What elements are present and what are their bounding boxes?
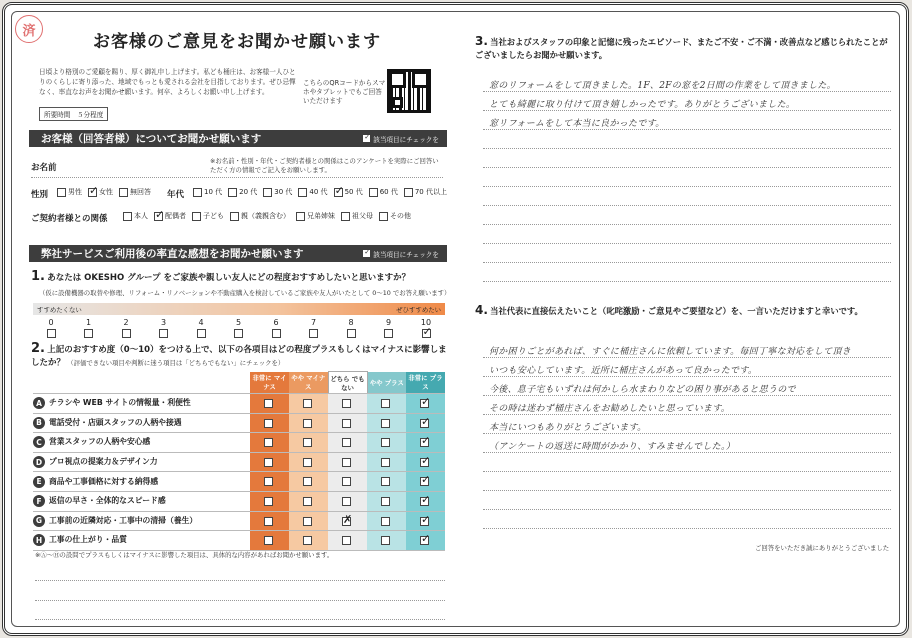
age-checkbox[interactable]	[228, 188, 237, 197]
impact-cell	[250, 531, 289, 551]
item-letter-badge: G	[33, 515, 45, 527]
q4-answer-line[interactable]	[483, 414, 891, 415]
q3-answer-line[interactable]	[483, 281, 891, 282]
relation-option[interactable]	[230, 211, 290, 221]
q4-heading	[475, 303, 895, 317]
q1-note: （仮に設備機器の取替や修理、リフォーム・リノベーションや不動産購入を検討しているご家族や友人がいたとして 0〜10 でお答え願います）	[39, 289, 451, 297]
scale-checkbox[interactable]	[309, 329, 318, 338]
relation-option-label: 兄弟姉妹	[307, 212, 335, 220]
relation-option-label: 祖父母	[352, 212, 373, 220]
gender-checkbox[interactable]	[57, 188, 66, 197]
scale-option[interactable]	[416, 318, 436, 338]
scale-option[interactable]	[229, 318, 249, 338]
item-letter-badge: A	[33, 397, 45, 409]
item-letter-badge: C	[33, 436, 45, 448]
impact-cell	[328, 433, 367, 453]
impact-checkbox[interactable]	[303, 458, 312, 467]
impact-checkbox[interactable]	[342, 497, 351, 506]
page-title: お客様のご意見をお聞かせ願います	[93, 32, 381, 52]
impact-row	[33, 433, 445, 453]
impact-cell	[289, 472, 328, 492]
item-letter-badge: E	[33, 476, 45, 488]
scale-option[interactable]	[341, 318, 361, 338]
impact-checkbox[interactable]	[342, 517, 351, 526]
relation-option-label: 配偶者	[165, 212, 186, 220]
age-checkbox[interactable]	[369, 188, 378, 197]
item-letter-badge: D	[33, 456, 45, 468]
age-checkbox[interactable]	[263, 188, 272, 197]
impact-cell	[367, 394, 406, 414]
item-label: 電話受付・店頭スタッフの人柄や接遇	[49, 417, 182, 427]
relation-options	[123, 211, 417, 221]
impact-checkbox[interactable]	[420, 497, 429, 506]
impact-cell	[406, 433, 445, 453]
impact-checkbox[interactable]	[381, 438, 390, 447]
relation-checkbox[interactable]	[230, 212, 239, 221]
q3-answer-line[interactable]	[483, 186, 891, 187]
q3-answer-line[interactable]	[483, 205, 891, 206]
relation-option-label: 子ども	[203, 212, 224, 220]
age-option-label: 60 代	[379, 188, 398, 196]
relation-checkbox[interactable]	[123, 212, 132, 221]
impact-cell	[367, 531, 406, 551]
q3-answer-line[interactable]	[483, 167, 891, 168]
impact-checkbox[interactable]	[381, 419, 390, 428]
q2-note: （評価できない項目や判断に迷う項目は「どちらでもない」にチェックを）	[67, 359, 285, 367]
gender-label: 性別	[31, 190, 49, 200]
q3-answer-line[interactable]	[483, 243, 891, 244]
impact-checkbox[interactable]	[264, 536, 273, 545]
scale-value-label: 1	[85, 318, 92, 327]
check-icon	[363, 250, 370, 257]
scale-option[interactable]	[304, 318, 324, 338]
impact-cell	[328, 472, 367, 492]
impact-checkbox[interactable]	[381, 536, 390, 545]
relation-option[interactable]	[192, 211, 224, 221]
impact-cell	[328, 413, 367, 433]
item-label: プロ視点の提案力＆デザイン力	[49, 457, 158, 467]
q1-heading	[31, 269, 410, 284]
check-note	[363, 134, 439, 144]
relation-checkbox[interactable]	[296, 212, 305, 221]
check-note-text: 該当項目にチェックを	[373, 135, 439, 144]
q3-handwritten-answer: とても綺麗に取り付けて頂き嬉しかったです。ありがとうございました。	[489, 100, 796, 110]
scale-value-label: 5	[235, 318, 242, 327]
relation-option-label: 親（義親含む）	[241, 212, 290, 220]
impact-checkbox[interactable]	[420, 399, 429, 408]
scale-value-label: 8	[348, 318, 354, 327]
impact-checkbox[interactable]	[420, 477, 429, 486]
impact-checkbox[interactable]	[342, 438, 351, 447]
customer-section-title: お客様（回答者様）についてお聞かせ願います	[41, 133, 262, 145]
impact-cell	[250, 394, 289, 414]
impact-row	[33, 491, 445, 511]
impact-checkbox[interactable]	[264, 477, 273, 486]
gender-option[interactable]	[119, 187, 151, 197]
qr-caption: こちらのQRコードからスマホやタブレットでもご回答いただけます	[303, 79, 386, 105]
impact-checkbox[interactable]	[420, 458, 429, 467]
q3-handwritten-answer: 窓のリフォームをして頂きました。1F、2Fの窓を2日間の作業をして頂きました。	[489, 81, 836, 91]
qr-code-icon[interactable]	[387, 69, 431, 113]
customer-section-header	[29, 130, 447, 147]
scale-checkbox[interactable]	[122, 329, 131, 338]
impact-row	[33, 472, 445, 492]
age-checkbox[interactable]	[298, 188, 307, 197]
q2-comment-line-1[interactable]	[35, 580, 445, 581]
q3-heading	[475, 35, 895, 62]
impact-checkbox[interactable]	[342, 458, 351, 467]
gender-option-label: 無回答	[130, 188, 151, 196]
scale-checkbox[interactable]	[159, 329, 168, 338]
impact-cell	[406, 531, 445, 551]
relation-label: ご契約者様との関係	[31, 214, 108, 224]
age-checkbox[interactable]	[334, 188, 343, 197]
scale-checkbox[interactable]	[347, 329, 356, 338]
col-somewhat-negative: やや マイナス	[289, 372, 328, 394]
impact-cell	[406, 394, 445, 414]
scale-high-label: ぜひすすめたい	[396, 306, 441, 314]
impact-checkbox[interactable]	[303, 399, 312, 408]
check-icon	[363, 135, 370, 142]
scale-checkbox[interactable]	[47, 329, 56, 338]
scale-option[interactable]	[266, 318, 286, 338]
impact-row-label	[33, 472, 250, 492]
received-stamp: 済	[15, 15, 43, 43]
age-option-label: 70 代以上	[414, 188, 447, 196]
impact-cell	[250, 491, 289, 511]
recommend-scale-bar	[33, 303, 445, 315]
q3-answer-line[interactable]	[483, 148, 891, 149]
age-option[interactable]	[369, 187, 398, 197]
age-option-label: 30 代	[274, 188, 293, 196]
service-section-header	[29, 245, 447, 262]
impact-checkbox[interactable]	[303, 419, 312, 428]
scale-checkbox[interactable]	[272, 329, 281, 338]
age-option[interactable]	[298, 187, 327, 197]
impact-cell	[289, 394, 328, 414]
impact-checkbox[interactable]	[342, 419, 351, 428]
q2-number: 2.	[31, 341, 45, 356]
gender-checkbox[interactable]	[88, 188, 97, 197]
impact-cell	[328, 394, 367, 414]
q3-number: 3.	[475, 34, 488, 48]
impact-checkbox[interactable]	[303, 536, 312, 545]
q1-text: あなたは OKESHO グループ をご家族や親しい友人にどの程度おすすめしたいと思いますか？	[47, 273, 411, 283]
scale-value-label: 7	[310, 318, 317, 327]
age-option[interactable]	[334, 187, 363, 197]
impact-checkbox[interactable]	[264, 517, 273, 526]
q4-text: 当社代表に直接伝えたいこと（叱咤激励・ご意見やご要望など）を、一言いただけますと幸いです。	[490, 306, 863, 316]
impact-cell	[406, 413, 445, 433]
impact-cell	[406, 511, 445, 531]
q2-footnote: ※Ⓐ〜Ⓗの設問でプラスもしくはマイナスに影響した項目は、具体的な内容があればお聞かせ願います。	[35, 551, 334, 559]
relation-option[interactable]	[379, 211, 411, 221]
item-label: 商品や工事価格に対する納得感	[49, 476, 159, 486]
scale-option[interactable]	[116, 318, 136, 338]
q4-number: 4.	[475, 303, 488, 317]
q2-comment-line-3[interactable]	[35, 619, 445, 620]
q3-handwritten-answer: 窓リフォームをして本当に良かったです。	[489, 119, 665, 129]
item-label: 工事前の近隣対応・工事中の清掃（養生）	[49, 515, 198, 525]
impact-cell	[367, 433, 406, 453]
q3-text: 当社およびスタッフの印象と記憶に残ったエピソード、またご不安・ご不満・改善点など感じられたことがございましたらお聞かせ願います。	[475, 37, 888, 60]
name-label: お名前	[31, 163, 57, 173]
impact-checkbox[interactable]	[342, 477, 351, 486]
impact-table	[33, 371, 445, 551]
scale-option[interactable]	[379, 318, 399, 338]
q4-answer-line[interactable]	[483, 452, 891, 453]
service-section-title: 弊社サービスご利用後の率直な感想をお聞かせ願います	[41, 248, 304, 260]
q2-text: 上記のおすすめ度（0〜10）をつける上で、以下の各項目はどの程度プラスもしくはマイナスに影響しましたか？	[31, 345, 447, 368]
impact-cell	[289, 511, 328, 531]
gender-option[interactable]	[88, 187, 113, 197]
impact-table-header-blank	[33, 372, 250, 394]
impact-cell	[406, 472, 445, 492]
q4-answer-line[interactable]	[483, 357, 891, 358]
survey-sheet	[2, 2, 909, 636]
impact-row-label	[33, 511, 250, 531]
name-note: ※お名前・性別・年代・ご契約者様との関係はこのアンケートを実際にご回答いただく方の情報でご記入をお願いします。	[210, 157, 439, 174]
impact-cell	[289, 531, 328, 551]
age-option[interactable]	[404, 187, 447, 197]
impact-cell	[406, 452, 445, 472]
impact-cell	[289, 452, 328, 472]
scale-value-label: 4	[198, 318, 204, 327]
q2-comment-line-2[interactable]	[35, 600, 445, 601]
q4-handwritten-answer: いつも安心しています。近所に桶庄さんがあって良かったです。	[489, 366, 758, 376]
impact-checkbox[interactable]	[342, 399, 351, 408]
q3-answer-line[interactable]	[483, 129, 891, 130]
q4-handwritten-answer: 今後、息子宅もいずれは何かしら水まわりなどの困り事があると思うので	[489, 385, 796, 395]
impact-cell	[250, 413, 289, 433]
impact-row-label	[33, 413, 250, 433]
scale-value-label: 2	[123, 318, 129, 327]
intro-text: 日頃より格別のご愛顧を賜り、厚く御礼申し上げます。私ども桶庄は、お客様一人ひとりのくらしに寄り添った、地域でもっとも愛される会社を目指しております。ぜひ忌憚なく、率直なお声をお聞かせ願います。何卒、よろしくお願い申し上げます。	[39, 68, 296, 96]
impact-checkbox[interactable]	[264, 399, 273, 408]
scale-option[interactable]	[191, 318, 211, 338]
scale-value-label: 10	[420, 318, 432, 327]
relation-checkbox[interactable]	[192, 212, 201, 221]
age-label: 年代	[167, 190, 185, 200]
relation-option[interactable]	[296, 211, 335, 221]
impact-row-label	[33, 452, 250, 472]
impact-row	[33, 394, 445, 414]
gender-options	[57, 187, 157, 197]
q1-number: 1.	[31, 269, 45, 284]
item-letter-badge: H	[33, 534, 45, 546]
impact-checkbox[interactable]	[264, 438, 273, 447]
q4-answer-line[interactable]	[483, 433, 891, 434]
impact-row-label	[33, 531, 250, 551]
impact-checkbox[interactable]	[420, 438, 429, 447]
impact-cell	[328, 531, 367, 551]
scale-value-label: 6	[273, 318, 279, 327]
item-label: 返信の早さ・全体的なスピード感	[49, 496, 166, 506]
gender-checkbox[interactable]	[119, 188, 128, 197]
scale-checkbox[interactable]	[197, 329, 206, 338]
impact-row	[33, 452, 445, 472]
impact-checkbox[interactable]	[264, 458, 273, 467]
scale-value-label: 3	[160, 318, 167, 327]
impact-cell	[367, 413, 406, 433]
impact-checkbox[interactable]	[264, 419, 273, 428]
q4-answer-line[interactable]	[483, 395, 891, 396]
check-note-text: 該当項目にチェックを	[373, 250, 439, 259]
impact-cell	[250, 511, 289, 531]
relation-option-label: 本人	[134, 212, 148, 220]
time-required-label: 所要時間 ５分程度	[39, 107, 108, 121]
impact-checkbox[interactable]	[342, 536, 351, 545]
gender-option-label: 女性	[99, 188, 113, 196]
age-checkbox[interactable]	[193, 188, 202, 197]
age-options	[193, 187, 453, 197]
thanks-note: ご回答をいただき誠にありがとうございました	[755, 544, 890, 552]
relation-option-label: その他	[390, 212, 411, 220]
scale-option[interactable]	[154, 318, 174, 338]
q4-handwritten-answer: 何か困りごとがあれば、すぐに桶庄さんに依頼しています。毎回丁寧な対応をして頂き	[489, 347, 851, 357]
impact-cell	[289, 413, 328, 433]
impact-cell	[250, 452, 289, 472]
impact-checkbox[interactable]	[420, 536, 429, 545]
col-neutral: どちら でもない	[328, 372, 367, 394]
impact-row-label	[33, 394, 250, 414]
scale-low-label: すすめたくない	[37, 306, 82, 314]
relation-checkbox[interactable]	[379, 212, 388, 221]
scale-option[interactable]	[41, 318, 61, 338]
q2-heading	[31, 341, 451, 370]
q3-answer-line[interactable]	[483, 110, 891, 111]
impact-cell	[328, 452, 367, 472]
scale-value-label: 0	[48, 318, 54, 327]
age-option-label: 10 代	[204, 188, 223, 196]
relation-option[interactable]	[123, 211, 148, 221]
impact-checkbox[interactable]	[303, 477, 312, 486]
q4-handwritten-answer: （アンケートの返送に時間がかかり、すみませんでした。）	[489, 442, 736, 452]
impact-cell	[250, 433, 289, 453]
scale-checkbox[interactable]	[384, 329, 393, 338]
check-note	[363, 249, 439, 259]
scale-option[interactable]	[79, 318, 99, 338]
impact-cell	[250, 472, 289, 492]
impact-row-label	[33, 491, 250, 511]
relation-option[interactable]	[341, 211, 373, 221]
q3-answer-line[interactable]	[483, 91, 891, 92]
relation-checkbox[interactable]	[341, 212, 350, 221]
col-very-negative: 非常に マイナス	[250, 372, 289, 394]
impact-row	[33, 531, 445, 551]
impact-checkbox[interactable]	[381, 458, 390, 467]
impact-checkbox[interactable]	[381, 497, 390, 506]
q4-answer-line[interactable]	[483, 509, 891, 510]
age-checkbox[interactable]	[404, 188, 413, 197]
impact-checkbox[interactable]	[264, 497, 273, 506]
impact-cell	[328, 511, 367, 531]
impact-cell	[289, 491, 328, 511]
name-field[interactable]	[31, 177, 443, 178]
item-label: 工事の仕上がり・品質	[49, 535, 127, 545]
impact-checkbox[interactable]	[381, 477, 390, 486]
col-very-positive: 非常に プラス	[406, 372, 445, 394]
impact-checkbox[interactable]	[381, 517, 390, 526]
impact-cell	[406, 491, 445, 511]
col-somewhat-positive: やや プラス	[367, 372, 406, 394]
q3-answer-line[interactable]	[483, 262, 891, 263]
q4-handwritten-answer: 本当にいつもありがとうございます。	[489, 423, 647, 433]
scale-value-label: 9	[385, 318, 392, 327]
relation-checkbox[interactable]	[154, 212, 163, 221]
scale-checkbox[interactable]	[234, 329, 243, 338]
item-letter-badge: F	[33, 495, 45, 507]
q3-answer-line[interactable]	[483, 224, 891, 225]
impact-checkbox[interactable]	[381, 399, 390, 408]
scale-checkbox[interactable]	[84, 329, 93, 338]
gender-option-label: 男性	[68, 188, 82, 196]
impact-cell	[289, 433, 328, 453]
gender-option[interactable]	[57, 187, 82, 197]
item-label: 営業スタッフの人柄や安心感	[49, 437, 151, 447]
q4-answer-line[interactable]	[483, 528, 891, 529]
impact-cell	[328, 491, 367, 511]
q4-answer-line[interactable]	[483, 490, 891, 491]
impact-cell	[367, 452, 406, 472]
impact-checkbox[interactable]	[420, 419, 429, 428]
q4-answer-line[interactable]	[483, 376, 891, 377]
impact-checkbox[interactable]	[303, 497, 312, 506]
age-option-label: 20 代	[239, 188, 258, 196]
q4-answer-line[interactable]	[483, 471, 891, 472]
impact-cell	[367, 472, 406, 492]
q4-handwritten-answer: その時は迷わず桶庄さんをお勧めしたいと思っています。	[489, 404, 731, 414]
impact-checkbox[interactable]	[303, 438, 312, 447]
impact-checkbox[interactable]	[303, 517, 312, 526]
age-option[interactable]	[193, 187, 222, 197]
impact-cell	[367, 491, 406, 511]
impact-cell	[367, 511, 406, 531]
impact-checkbox[interactable]	[420, 517, 429, 526]
impact-row-label	[33, 433, 250, 453]
age-option[interactable]	[263, 187, 292, 197]
impact-row	[33, 413, 445, 433]
item-label: チラシや WEB サイトの情報量・利便性	[49, 398, 191, 408]
age-option[interactable]	[228, 187, 257, 197]
relation-option[interactable]	[154, 211, 186, 221]
item-letter-badge: B	[33, 417, 45, 429]
scale-checkbox[interactable]	[422, 329, 431, 338]
impact-row	[33, 511, 445, 531]
age-option-label: 40 代	[309, 188, 328, 196]
age-option-label: 50 代	[344, 188, 363, 196]
